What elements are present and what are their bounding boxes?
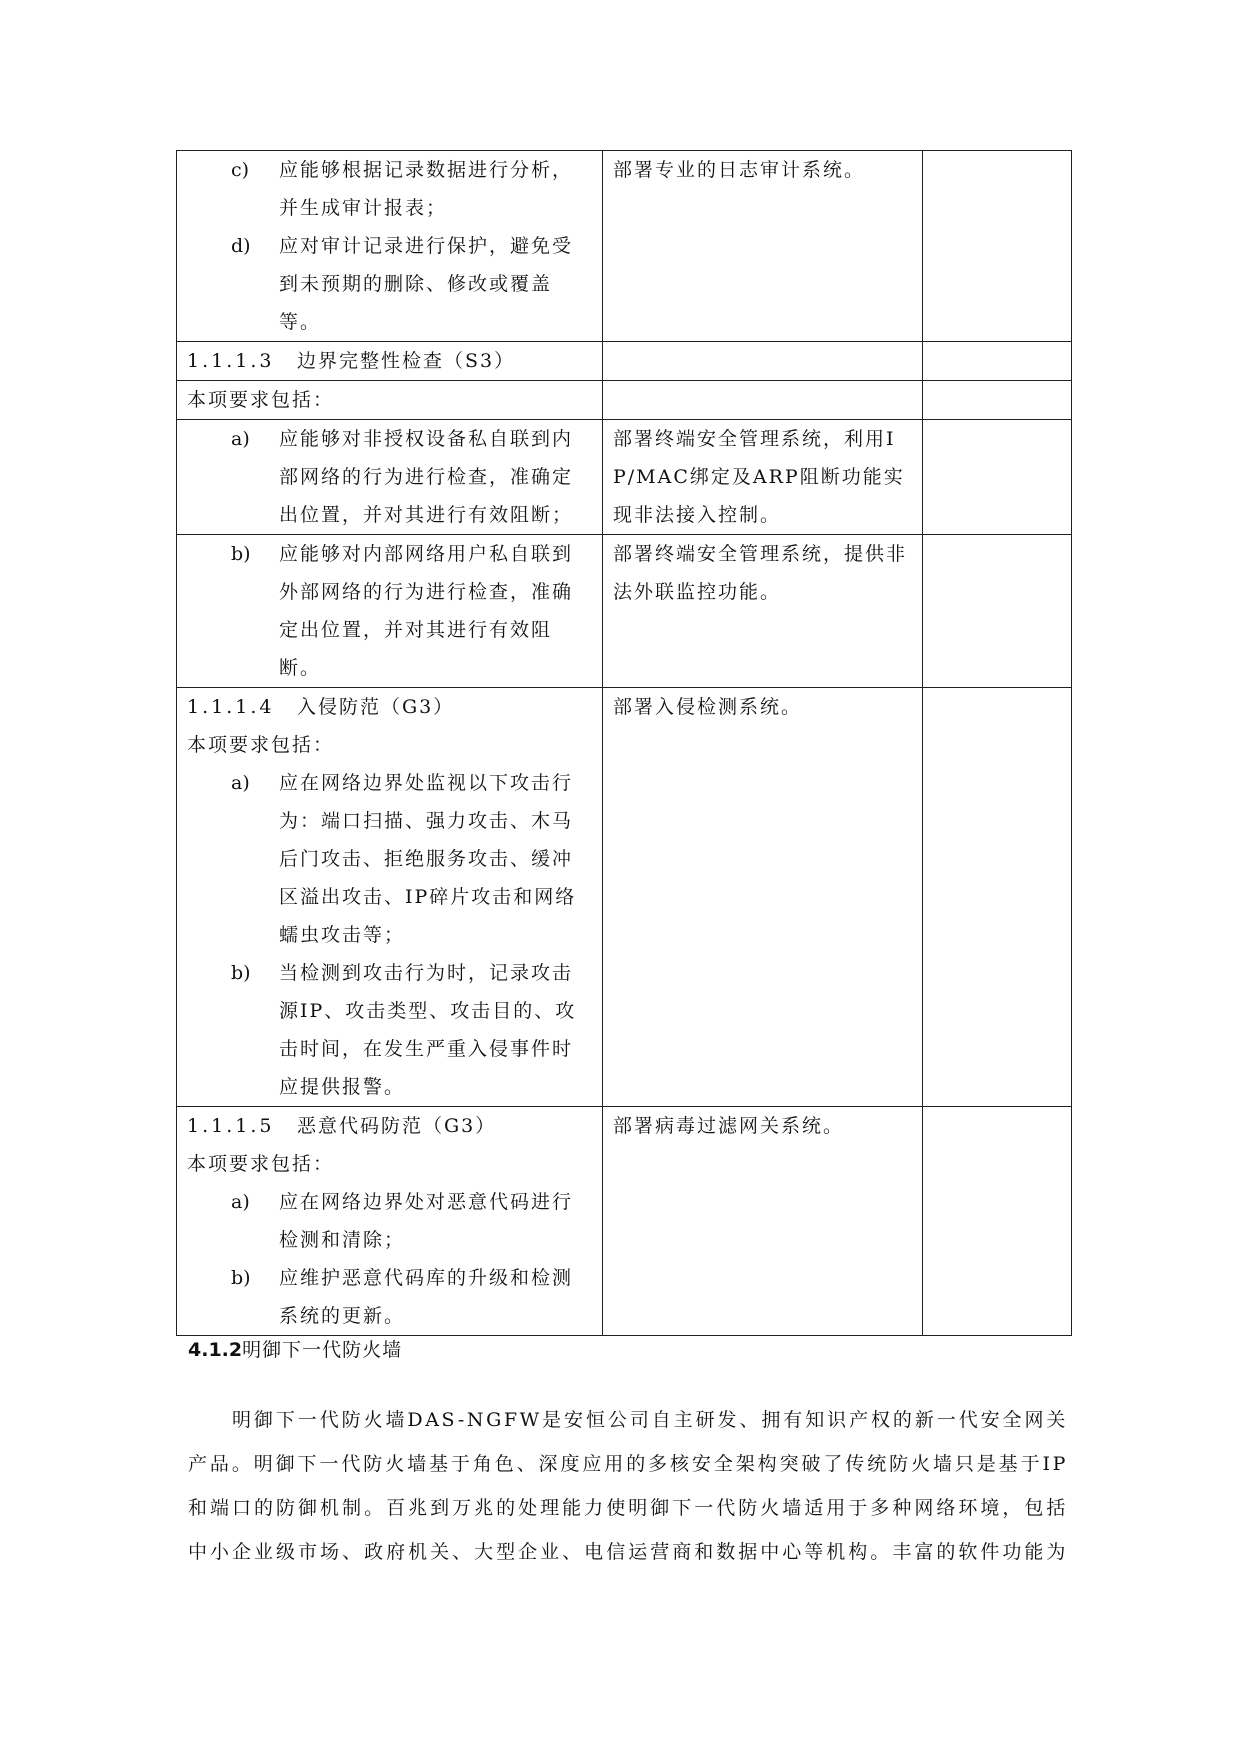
measure-cell: 部署终端安全管理系统，提供非法外联监控功能。 (603, 535, 923, 688)
section-number: 1.1.1.4 (187, 696, 275, 718)
remark-cell (923, 535, 1072, 688)
table-row (177, 535, 1072, 688)
item-mark: a) (231, 772, 250, 794)
item-text: 应维护恶意代码库的升级和检测系统的更新。 (279, 1267, 574, 1327)
section-number: 1.1.1.3 (187, 350, 275, 372)
table-row (177, 688, 1072, 1107)
table-row (177, 381, 1072, 420)
list-item (187, 535, 592, 687)
section-title: 边界完整性检查（S3） (297, 350, 516, 372)
item-text: 应对审计记录进行保护，避免受到未预期的删除、修改或覆盖等。 (279, 235, 574, 333)
section-heading-cell (177, 342, 603, 381)
requirement-cell (177, 420, 603, 535)
section-title: 恶意代码防范（G3） (297, 1115, 497, 1137)
remark-cell (923, 381, 1072, 420)
measure-cell: 部署病毒过滤网关系统。 (603, 1107, 923, 1336)
requirement-cell (177, 151, 603, 342)
item-text: 应在网络边界处对恶意代码进行检测和清除； (279, 1191, 574, 1251)
item-mark: b) (231, 962, 251, 984)
remark-cell (923, 1107, 1072, 1336)
table-row (177, 420, 1072, 535)
item-mark: b) (231, 543, 251, 565)
item-mark: d) (231, 235, 251, 257)
item-mark: b) (231, 1267, 251, 1289)
measure-cell: 部署入侵检测系统。 (603, 688, 923, 1107)
measure-cell (603, 381, 923, 420)
table-row (177, 151, 1072, 342)
section-heading-412 (188, 1335, 402, 1362)
list-item (187, 227, 592, 341)
requirement-cell (177, 1107, 603, 1336)
body-paragraph: 明御下一代防火墙DAS-NGFW是安恒公司自主研发、拥有知识产权的新一代安全网关产品。明御下一代防火墙基于角色、深度应用的多核安全架构突破了传统防火墙只是基于IP和端口的防御机制。百兆到万兆的处理能力使明御下一代防火墙适用于多种网络环境，包括中小企业级市场、政府机关、大型企业、电信运营商和数据中心等机构。丰富的软件功能为 (188, 1409, 1068, 1563)
item-mark: c) (231, 159, 250, 181)
intro-text: 本项要求包括： (187, 1153, 335, 1175)
section-heading (187, 1107, 592, 1145)
section-title: 入侵防范（G3） (297, 696, 455, 718)
list-item (187, 954, 592, 1106)
list-item (187, 764, 592, 954)
requirements-table (176, 150, 1072, 1336)
requirement-cell (177, 535, 603, 688)
measure-cell: 部署专业的日志审计系统。 (603, 151, 923, 342)
list-item (187, 1259, 592, 1335)
remark-cell (923, 342, 1072, 381)
item-text: 应能够对内部网络用户私自联到外部网络的行为进行检查，准确定出位置，并对其进行有效阻断。 (279, 543, 574, 679)
measure-cell (603, 342, 923, 381)
item-mark: a) (231, 1191, 250, 1213)
table-row (177, 1107, 1072, 1336)
list-item (187, 420, 592, 534)
item-text: 应能够对非授权设备私自联到内部网络的行为进行检查，准确定出位置，并对其进行有效阻断； (279, 428, 574, 526)
item-mark: a) (231, 428, 250, 450)
item-text: 应能够根据记录数据进行分析，并生成审计报表； (279, 159, 574, 219)
remark-cell (923, 420, 1072, 535)
list-item (187, 151, 592, 227)
remark-cell (923, 688, 1072, 1107)
measure-cell: 部署终端安全管理系统，利用IP/MAC绑定及ARP阻断功能实现非法接入控制。 (603, 420, 923, 535)
section-number: 1.1.1.5 (187, 1115, 275, 1137)
table-row (177, 342, 1072, 381)
remark-cell (923, 151, 1072, 342)
section-heading (187, 688, 592, 726)
intro-cell: 本项要求包括： (177, 381, 603, 420)
intro-text: 本项要求包括： (187, 734, 335, 756)
item-text: 应在网络边界处监视以下攻击行为：端口扫描、强力攻击、木马后门攻击、拒绝服务攻击、缓冲区溢出攻击、IP碎片攻击和网络蠕虫攻击等； (279, 772, 577, 946)
requirement-cell (177, 688, 603, 1107)
list-item (187, 1183, 592, 1259)
item-text: 当检测到攻击行为时，记录攻击源IP、攻击类型、攻击目的、攻击时间，在发生严重入侵事件时应提供报警。 (279, 962, 577, 1098)
section-number: 4.1.2 (188, 1339, 243, 1361)
section-title: 明御下一代防火墙 (242, 1339, 403, 1361)
